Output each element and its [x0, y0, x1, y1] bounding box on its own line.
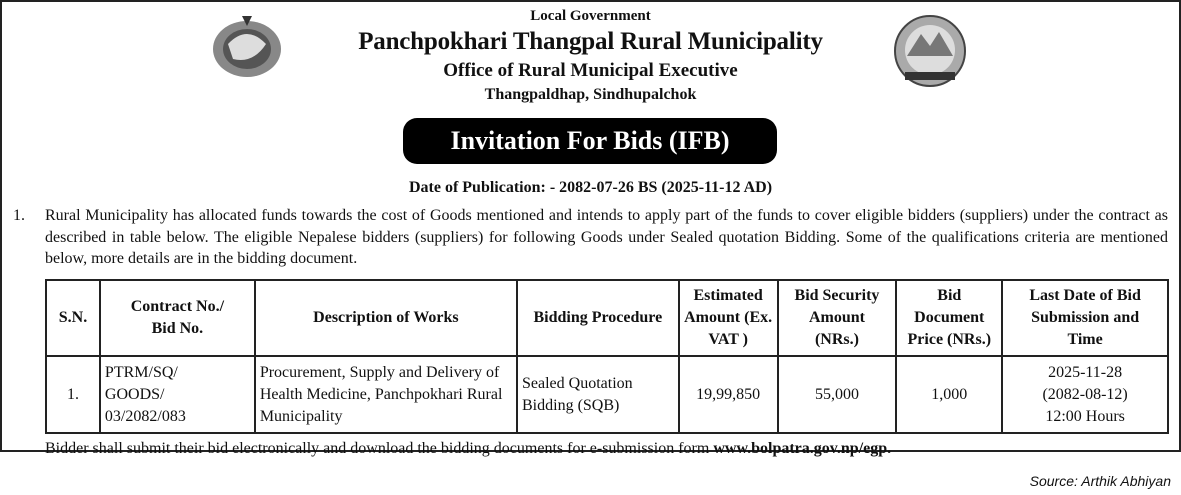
bid-table [45, 279, 1169, 434]
cell-document-price: 1,000 [896, 356, 1002, 433]
cell-contract-no: PTRM/SQ/ GOODS/ 03/2082/083 [100, 356, 255, 433]
note-text: Bidder shall submit their bid electronically and download the bidding documents for e-submission form [45, 440, 714, 457]
cell-deadline: 2025-11-28 (2082-08-12) 12:00 Hours [1002, 356, 1168, 433]
column-header: S.N. [46, 280, 100, 356]
column-header: Bid Security Amount (NRs.) [778, 280, 897, 356]
table-row [46, 356, 1168, 433]
cell-bid-security: 55,000 [778, 356, 897, 433]
column-header: Contract No./ Bid No. [100, 280, 255, 356]
date-label: Date of Publication [408, 179, 541, 196]
municipality-name: Panchpokhari Thangpal Rural Municipality [358, 28, 823, 55]
source-credit: Source: Arthik Abhiyan [1029, 473, 1171, 489]
cell-sn: 1. [46, 356, 100, 433]
cell-description: Procurement, Supply and Delivery of Health Medicine, Panchpokhari Rural Municipality [255, 356, 517, 433]
paragraph-number: 1. [13, 207, 25, 224]
cell-estimated-amount: 19,99,850 [679, 356, 778, 433]
column-header: Estimated Amount (Ex. VAT ) [679, 280, 778, 356]
submission-note [45, 440, 891, 458]
cell-procedure: Sealed Quotation Bidding (SQB) [517, 356, 679, 433]
column-header: Bid Document Price (NRs.) [896, 280, 1002, 356]
column-header: Description of Works [255, 280, 517, 356]
bolpatra-link[interactable]: www.bolpatra.gov.np/egp. [713, 440, 892, 457]
office-name: Office of Rural Municipal Executive [443, 60, 738, 81]
table-header-row [46, 280, 1168, 356]
office-address: Thangpaldhap, Sindhupalchok [484, 86, 697, 103]
notice-title: Invitation For Bids (IFB) [403, 118, 777, 164]
column-header: Bidding Procedure [517, 280, 679, 356]
intro-paragraph [13, 205, 1168, 270]
paragraph-text: Rural Municipality has allocated funds towards the cost of Goods mentioned and intends to apply part of the funds to cover eligible bidders (suppliers) under the contract as described in table below. The eligible Nepalese bidders (suppliers) for following Goods under Sealed quotation Bidding. Some of the qualifications criteria are mentioned below, more details are in the bidding document. [45, 207, 1168, 267]
column-header: Last Date of Bid Submission and Time [1002, 280, 1168, 356]
publication-date [0, 179, 1181, 197]
date-value: : - 2082-07-26 BS (2025-11-12 AD) [540, 179, 773, 196]
government-level: Local Government [530, 8, 651, 24]
